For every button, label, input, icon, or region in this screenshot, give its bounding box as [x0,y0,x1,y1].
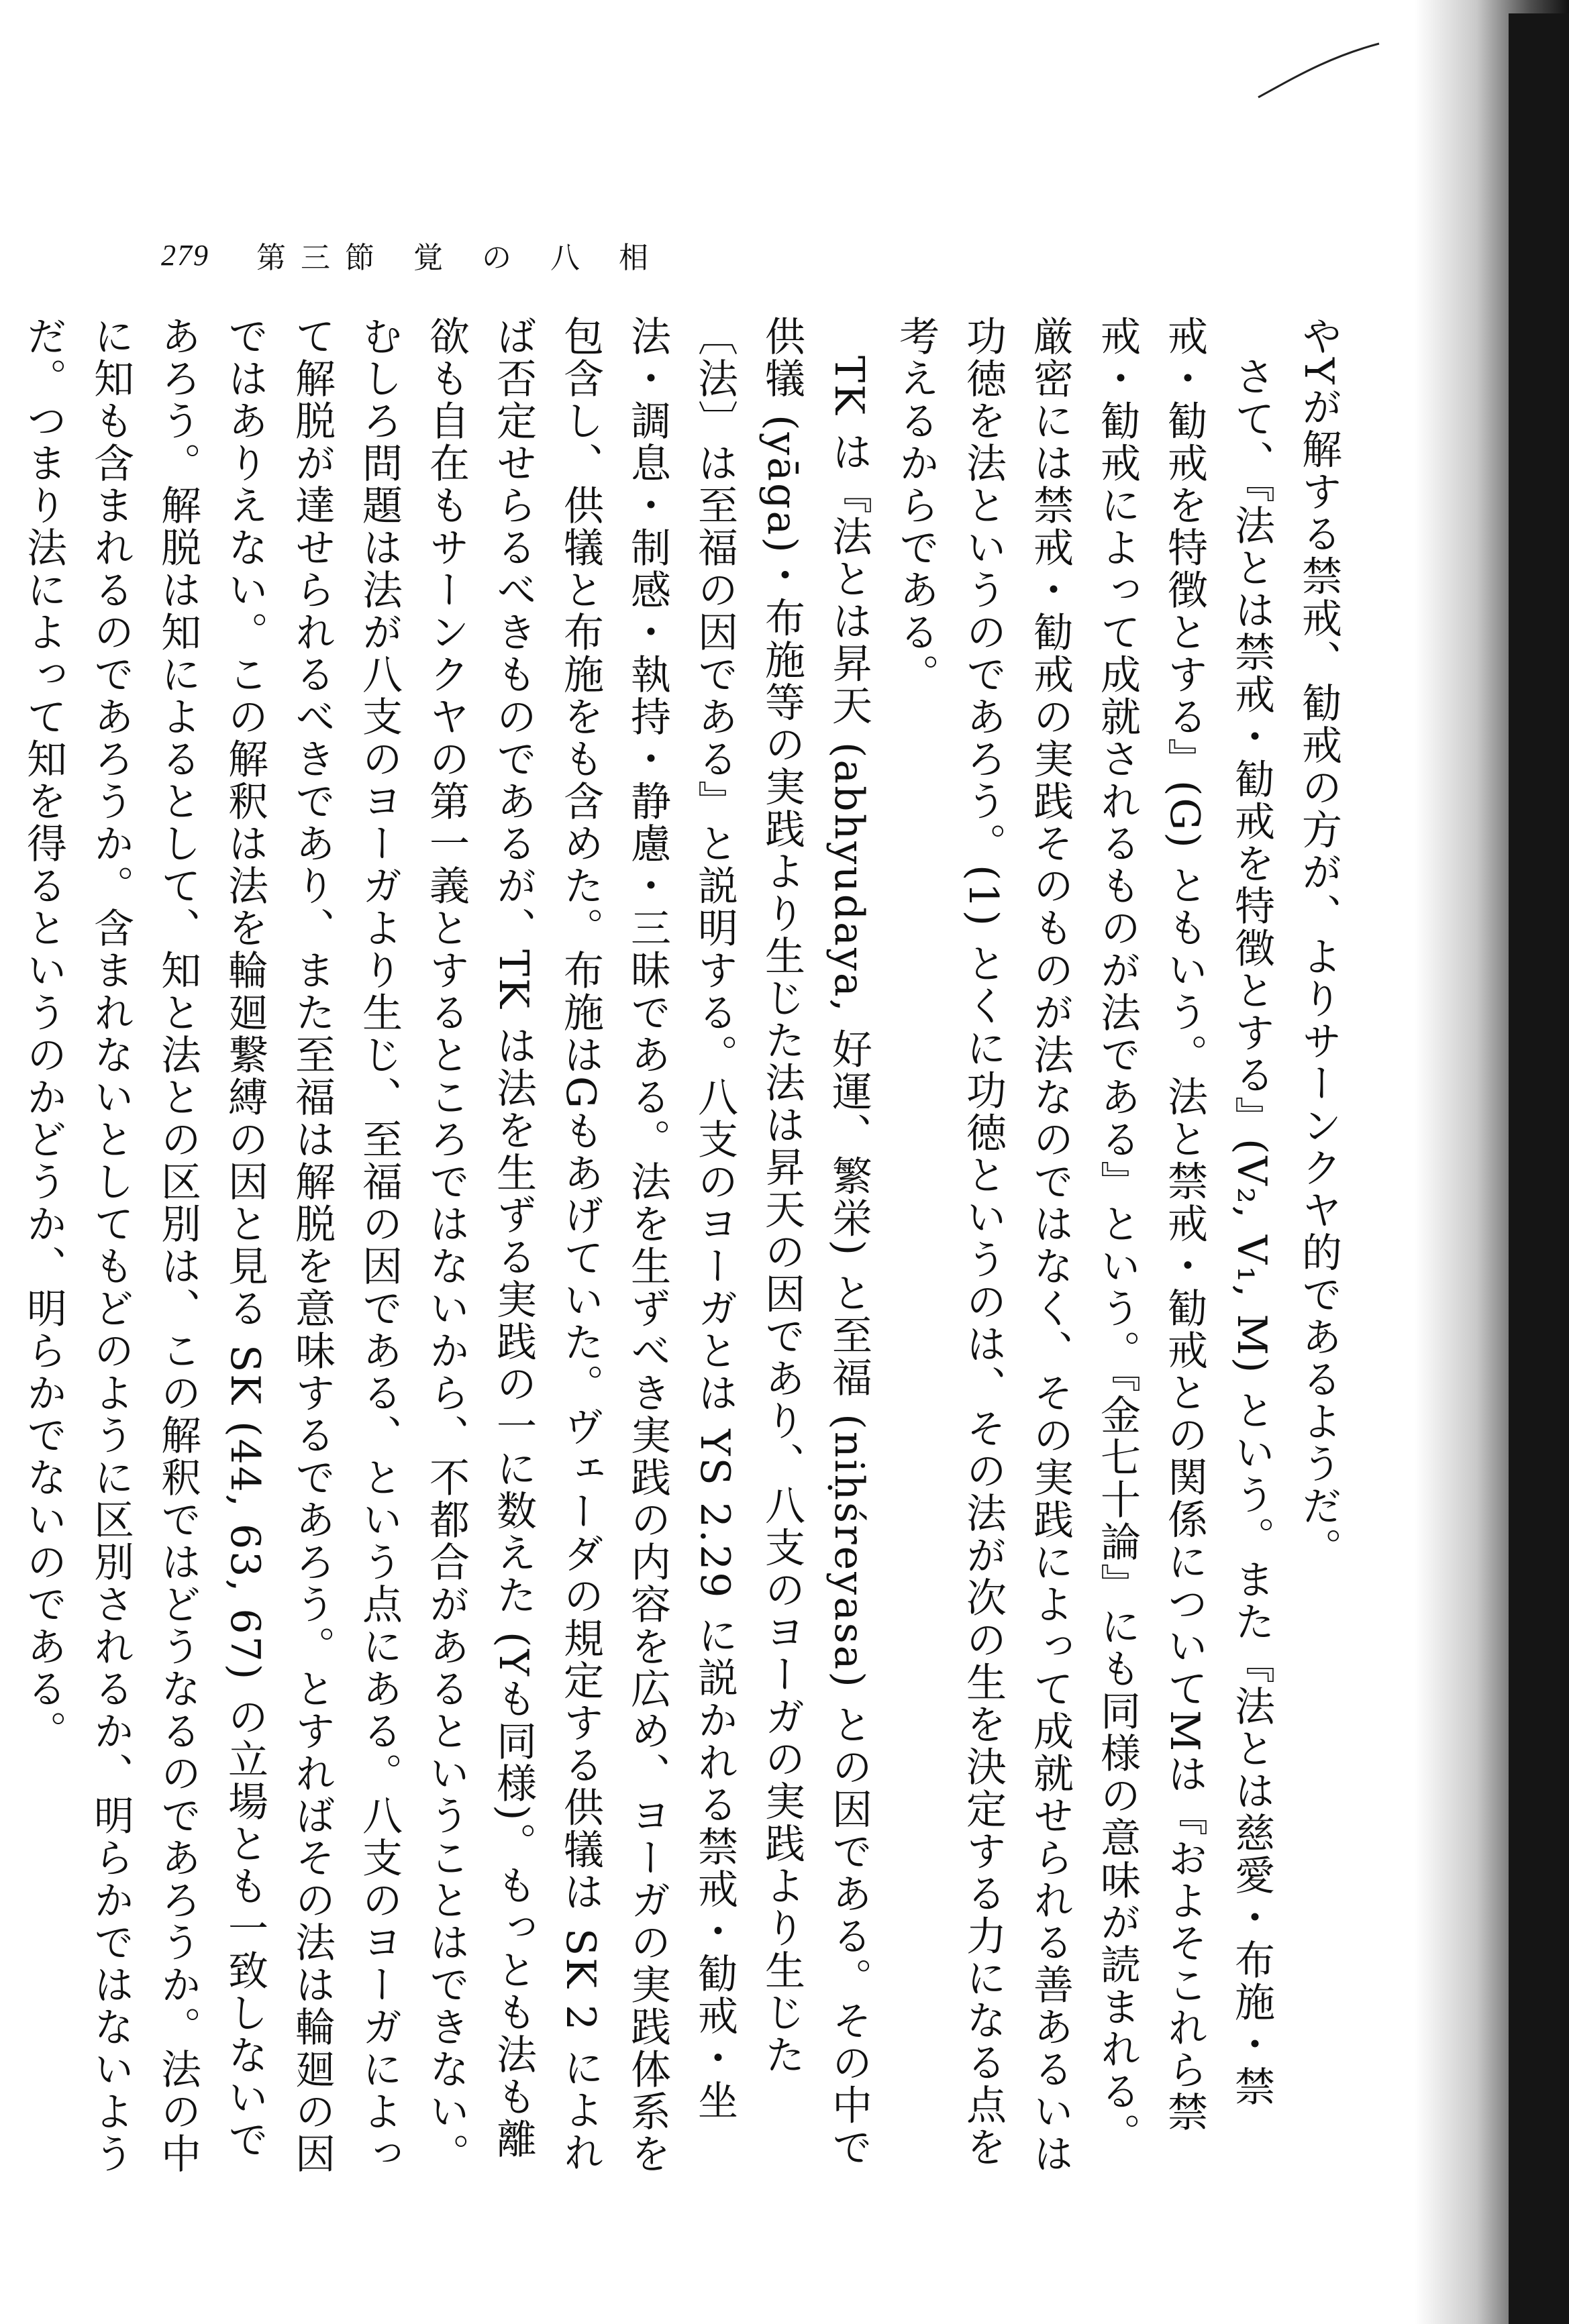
pen-stroke-mark [1255,40,1382,101]
paragraph: やYが解する禁戒、勧戒の方が、よりサーンクヤ的であるようだ。 [1295,315,1342,1570]
section-title: 第三節 覚 の 八 相 [256,241,663,275]
paragraph: TK は『法とは昇天 (abhyudaya, 好運、繁栄) と至福 (niḥśreyasa) との因である。その中で供犠 (yāga)・布施等の実践より生じた法は昇天の因であり、八支のヨーガの実践より生じた〔法〕は至福の因である』と説明する。八支のヨーガとは YS 2.29 に説かれる禁戒・勧戒・坐法・調息・制感・執持・静慮・三昧である。法を生ずべき実践の内容を広め、ヨーガの実践体系を包含し、供犠と布施をも含めた。布施はGもあげていた。ヴェーダの規定する供犠は SK 2 によれば否定せらるべきものであるが、TK は法を生ずる実践の一に数えた (Yも同様)。もっとも法も離欲も自在もサーンクヤの第一義とするところではないから、不都合があるということはできない。むしろ問題は法が八支のヨーガより生じ、至福の因である、という点にある。八支のヨーガによって解脱が達せられるべきであり、また至福は解脱を意味するであろう。とすればその法は輪廻の因ではありえない。この解釈は法を輪廻繋縛の因と見る SK (44, 63, 67) の立場とも一致しないであろう。解脱は知によるとして、知と法との区別は、この解釈ではどうなるのであろうか。法の中に知も含まれるのであろうか。含まれないとしてもどのように区別されるか、明らかではないようだ。つまり法によって知を得るというのかどうか、明らかでないのである。 [20,315,872,2175]
scan-edge-dark [1509,13,1569,2324]
vertical-body-text [20,315,1352,2180]
paragraph [0,315,10,2180]
running-head [161,231,698,278]
page-number: 279 [161,238,209,272]
paragraph: さて、『法とは禁戒・勧戒を特徴とする』(V₂, V₁, M) という。また『法とは慈愛・布施・禁戒・勧戒を特徴とする』(G) ともいう。法と禁戒・勧戒との関係についてMは『およそこれら禁戒・勧戒によって成就されるものが法である』という。『金七十論』にも同様の意味が読まれる。厳密には禁戒・勧戒の実践そのものが法なのではなく、その実践によって成就せられる善あるいは功徳を法というのであろう。(1) とくに功徳というのは、その法が次の生を決定する力になる点を考えるからである。 [893,315,1275,2175]
